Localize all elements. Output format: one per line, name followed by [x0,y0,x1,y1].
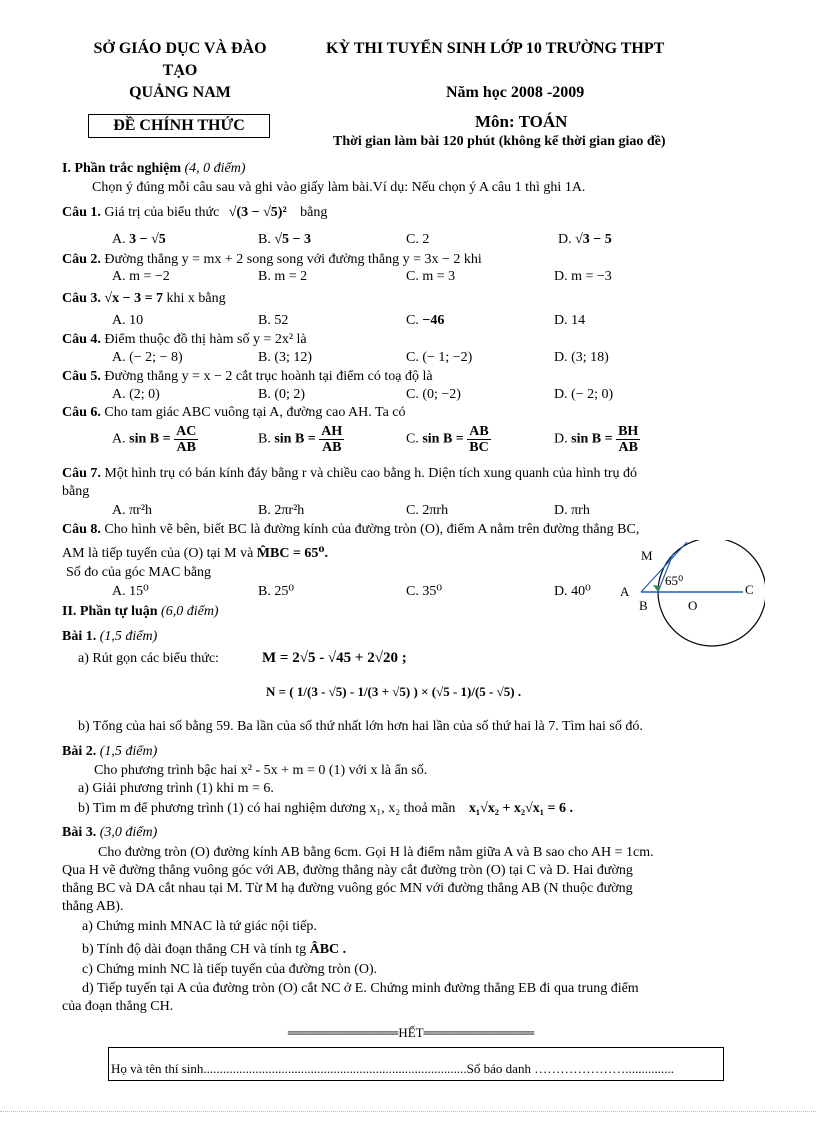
bai1-a-text: a) Rút gọn các biểu thức: [78,651,219,666]
page-edge [0,1111,816,1112]
bai1-n-expression: N = ( 1/(3 - √5) - 1/(3 + √5) ) × (√5 - 1)/(5 - √5) . [266,684,522,699]
q6-label: Câu 6. [62,405,101,420]
q3-text: khi x bằng [166,291,226,306]
q1-tail: bằng [300,205,328,220]
part1-heading [62,161,246,177]
q6-option-c-denominator: BC [469,440,489,455]
q7-options [112,503,772,521]
q6-option-b-sin: sin B = [274,431,316,447]
bai3-heading [62,825,157,841]
q7-stem-line2: bằng [62,484,90,499]
bai2-points: (1,5 điểm) [99,744,158,759]
q1-label: Câu 1. [62,205,101,220]
q3-options [112,313,772,331]
q7-option-c: C. 2πrh [406,503,449,518]
q8-text2: AM là tiếp tuyến của (O) tại M và [62,546,254,561]
bai2-label: Bài 2. [62,744,97,759]
q8-stem-line3: Số đo của góc MAC bằng [66,565,212,580]
part1-instruction: Chọn ý đúng mỗi câu sau và ghi vào giấy làm bài.Ví dụ: Nếu chọn ý A câu 1 thì ghi 1A. [92,180,586,195]
bai3-line4: thẳng AB). [62,899,124,914]
q4-option-b: B. (3; 12) [258,350,313,365]
bai3-part-b-expression: ÂBC . [309,942,347,957]
q8-circle-figure [615,540,765,675]
q3-option-b: B. 52 [258,313,289,328]
q6-option-b: B. [258,431,271,447]
q6-option-c: C. [406,431,419,447]
bai3-line1: Cho đường tròn (O) đường kính AB bằng 6cm. Gọi H là điểm nằm giữa A và B sao cho AH = 1cm. [98,845,654,860]
dept-name-line3: QUẢNG NAM [129,84,231,101]
q6-option-c-sin: sin B = [422,431,464,447]
bai2-part-b-expression: x₁√x₂ + x₂√x₁ = 6 . [468,801,573,816]
q1-option-b-value: √5 − 3 [274,232,312,247]
q8-expression: M̂BC = 65⁰. [256,546,329,561]
q3-option-c: C. [406,313,419,328]
label-angle: 65⁰ [665,573,684,588]
q1-text: Giá trị của biểu thức [104,205,220,220]
q5-option-b: B. (0; 2) [258,387,306,402]
q5-text: Đường thẳng y = x − 2 cắt trục hoành tại điểm có toạ độ là [104,369,433,384]
q7-option-a: A. πr²h [112,503,153,518]
q8-option-d: D. 40⁰ [554,584,591,599]
bai2-part-b-text: b) Tìm m để phương trình (1) có hai nghiệm dương x₁, x₂ thoả mãn [78,801,456,816]
q1-option-a: A. [112,232,126,247]
student-info-box [108,1047,724,1081]
q6-text: Cho tam giác ABC vuông tại A, đường cao AH. Ta có [104,405,406,420]
part1-title: I. Phần trắc nghiệm [62,161,181,176]
bai1-points: (1,5 điểm) [99,629,158,644]
q2-option-b: B. m = 2 [258,269,308,284]
exam-time: Thời gian làm bài 120 phút (không kể thời gian giao đề) [333,134,666,149]
bai3-part-d-line1: d) Tiếp tuyến tại A của đường tròn (O) cắt NC ở E. Chứng minh đường thẳng EB đi qua trung điểm [82,981,639,996]
q5-option-d: D. (− 2; 0) [554,387,614,402]
part2-points: (6,0 điểm) [161,604,219,619]
label-c: C [745,582,754,597]
q6-option-c-numerator: AB [469,424,489,439]
q4-text: Điểm thuộc đồ thị hàm số y = 2x² là [104,332,307,347]
label-b: B [639,598,648,613]
label-a: A [620,584,630,599]
student-info-text: Họ và tên thí sinh.................................................................................Số báo danh …………………............... [111,1061,674,1076]
q6-option-a-sin: sin B = [129,431,171,447]
q6-option-b-numerator: AH [321,424,343,439]
school-year: Năm học 2008 -2009 [446,84,585,101]
q1-options [112,232,772,250]
bai2-line1: Cho phương trình bậc hai x² - 5x + m = 0 (1) với x là ẩn số. [94,763,428,778]
q1-option-a-value: 3 − √5 [129,232,166,247]
q2-stem [62,252,482,268]
part1-points: (4, 0 điểm) [184,161,246,176]
q8-label: Câu 8. [62,522,101,537]
bai2-part-b [78,801,573,817]
bai3-line2: Qua H vẽ đường thẳng vuông góc với AB, đường thẳng này cắt đường tròn (O) tại C và D. Hai đường [62,863,633,878]
bai3-part-c: c) Chứng minh NC là tiếp tuyến của đường tròn (O). [82,962,378,977]
q2-option-c: C. m = 3 [406,269,456,284]
q6-option-d: D. [554,431,568,447]
bai3-line3: thẳng BC và DA cắt nhau tại M. Từ M hạ đường vuông góc MN với đường thẳng AB (N thuộc đường [62,881,633,896]
q8-stem-line2 [62,545,328,562]
q4-option-c: C. (− 1; −2) [406,350,473,365]
q4-options [112,350,772,368]
q2-options [112,269,772,287]
q5-option-a: A. (2; 0) [112,387,160,402]
subject: Môn: TOÁN [475,112,568,131]
q8-option-b: B. 25⁰ [258,584,294,599]
q6-options [112,424,772,460]
q3-expression: √x − 3 = 7 [104,291,164,306]
q6-option-d-numerator: BH [618,424,639,439]
q8-text: Cho hình vẽ bên, biết BC là đường kính của đường tròn (O), điểm A nằm trên đường thẳng BC, [104,522,640,537]
q3-option-c-value: −46 [422,313,445,328]
label-m: M [641,548,653,563]
q2-text: Đường thẳng y = mx + 2 song song với đường thẳng y = 3x − 2 khi [104,252,482,267]
q3-option-a: A. 10 [112,313,144,328]
q3-option-d: D. 14 [554,313,586,328]
bai3-part-d-line2: của đoạn thẳng CH. [62,999,174,1014]
bai3-label: Bài 3. [62,825,97,840]
label-o: O [688,598,698,613]
q1-stem [62,205,327,221]
official-exam-box: ĐỀ CHÍNH THỨC [88,114,270,138]
q8-stem [62,522,639,538]
q6-option-d-sin: sin B = [571,431,613,447]
q2-option-d: D. m = −3 [554,269,612,284]
part2-title: II. Phần tự luận [62,604,158,619]
q5-option-c: C. (0; −2) [406,387,461,402]
q4-label: Câu 4. [62,332,101,347]
q3-stem [62,291,226,307]
q6-option-a-denominator: AB [176,440,196,455]
q4-option-a: A. (− 2; − 8) [112,350,183,365]
q1-option-c: C. 2 [406,232,430,247]
q7-text: Một hình trụ có bán kính đáy bằng r và chiều cao bằng h. Diện tích xung quanh của hình trụ đó [104,466,638,481]
q7-option-d: D. πrh [554,503,590,518]
bai3-part-a: a) Chứng minh MNAC là tứ giác nội tiếp. [82,919,317,934]
bai1-label: Bài 1. [62,629,97,644]
dept-name-line1: SỞ GIÁO DỤC VÀ ĐÀO [93,40,267,57]
bai1-heading [62,629,157,645]
q6-option-a-numerator: AC [176,424,197,439]
q6-option-b-denominator: AB [322,440,342,455]
q6-option-a: A. [112,431,126,447]
q8-option-a: A. 15⁰ [112,584,149,599]
q1-option-d: D. [558,232,572,247]
exam-title: KỲ THI TUYỂN SINH LỚP 10 TRƯỜNG THPT [326,40,665,57]
q2-label: Câu 2. [62,252,101,267]
bai2-part-a: a) Giải phương trình (1) khi m = 6. [78,781,274,796]
q7-label: Câu 7. [62,466,101,481]
bai3-part-b-text: b) Tính độ dài đoạn thẳng CH và tính tg [82,942,307,957]
q7-stem [62,466,637,482]
q3-label: Câu 3. [62,291,101,306]
q5-options [112,387,772,405]
bai3-points: (3,0 điểm) [99,825,158,840]
q1-expression: √(3 − √5)² [228,205,287,220]
q8-option-c: C. 35⁰ [406,584,442,599]
bai2-heading [62,744,157,760]
q2-option-a: A. m = −2 [112,269,170,284]
end-marker: ════════════HẾT════════════ [287,1025,535,1040]
q7-option-b: B. 2πr²h [258,503,305,518]
part2-heading [62,604,219,620]
dept-name-line2: TẠO [162,62,198,79]
bai3-part-b [82,942,346,958]
q4-stem [62,332,307,348]
q1-option-b: B. [258,232,271,247]
q6-option-d-denominator: AB [618,440,638,455]
bai1-b-text: b) Tổng của hai số bằng 59. Ba lần của số thứ nhất lớn hơn hai lần của số thứ hai là 7. Tìm hai số đó. [78,719,643,734]
q1-option-d-value: √3 − 5 [575,232,612,247]
q5-stem [62,369,433,385]
q4-option-d: D. (3; 18) [554,350,609,365]
q5-label: Câu 5. [62,369,101,384]
bai1-m-expression: M = 2√5 - √45 + 2√20 ; [262,650,407,666]
q6-stem [62,405,406,421]
